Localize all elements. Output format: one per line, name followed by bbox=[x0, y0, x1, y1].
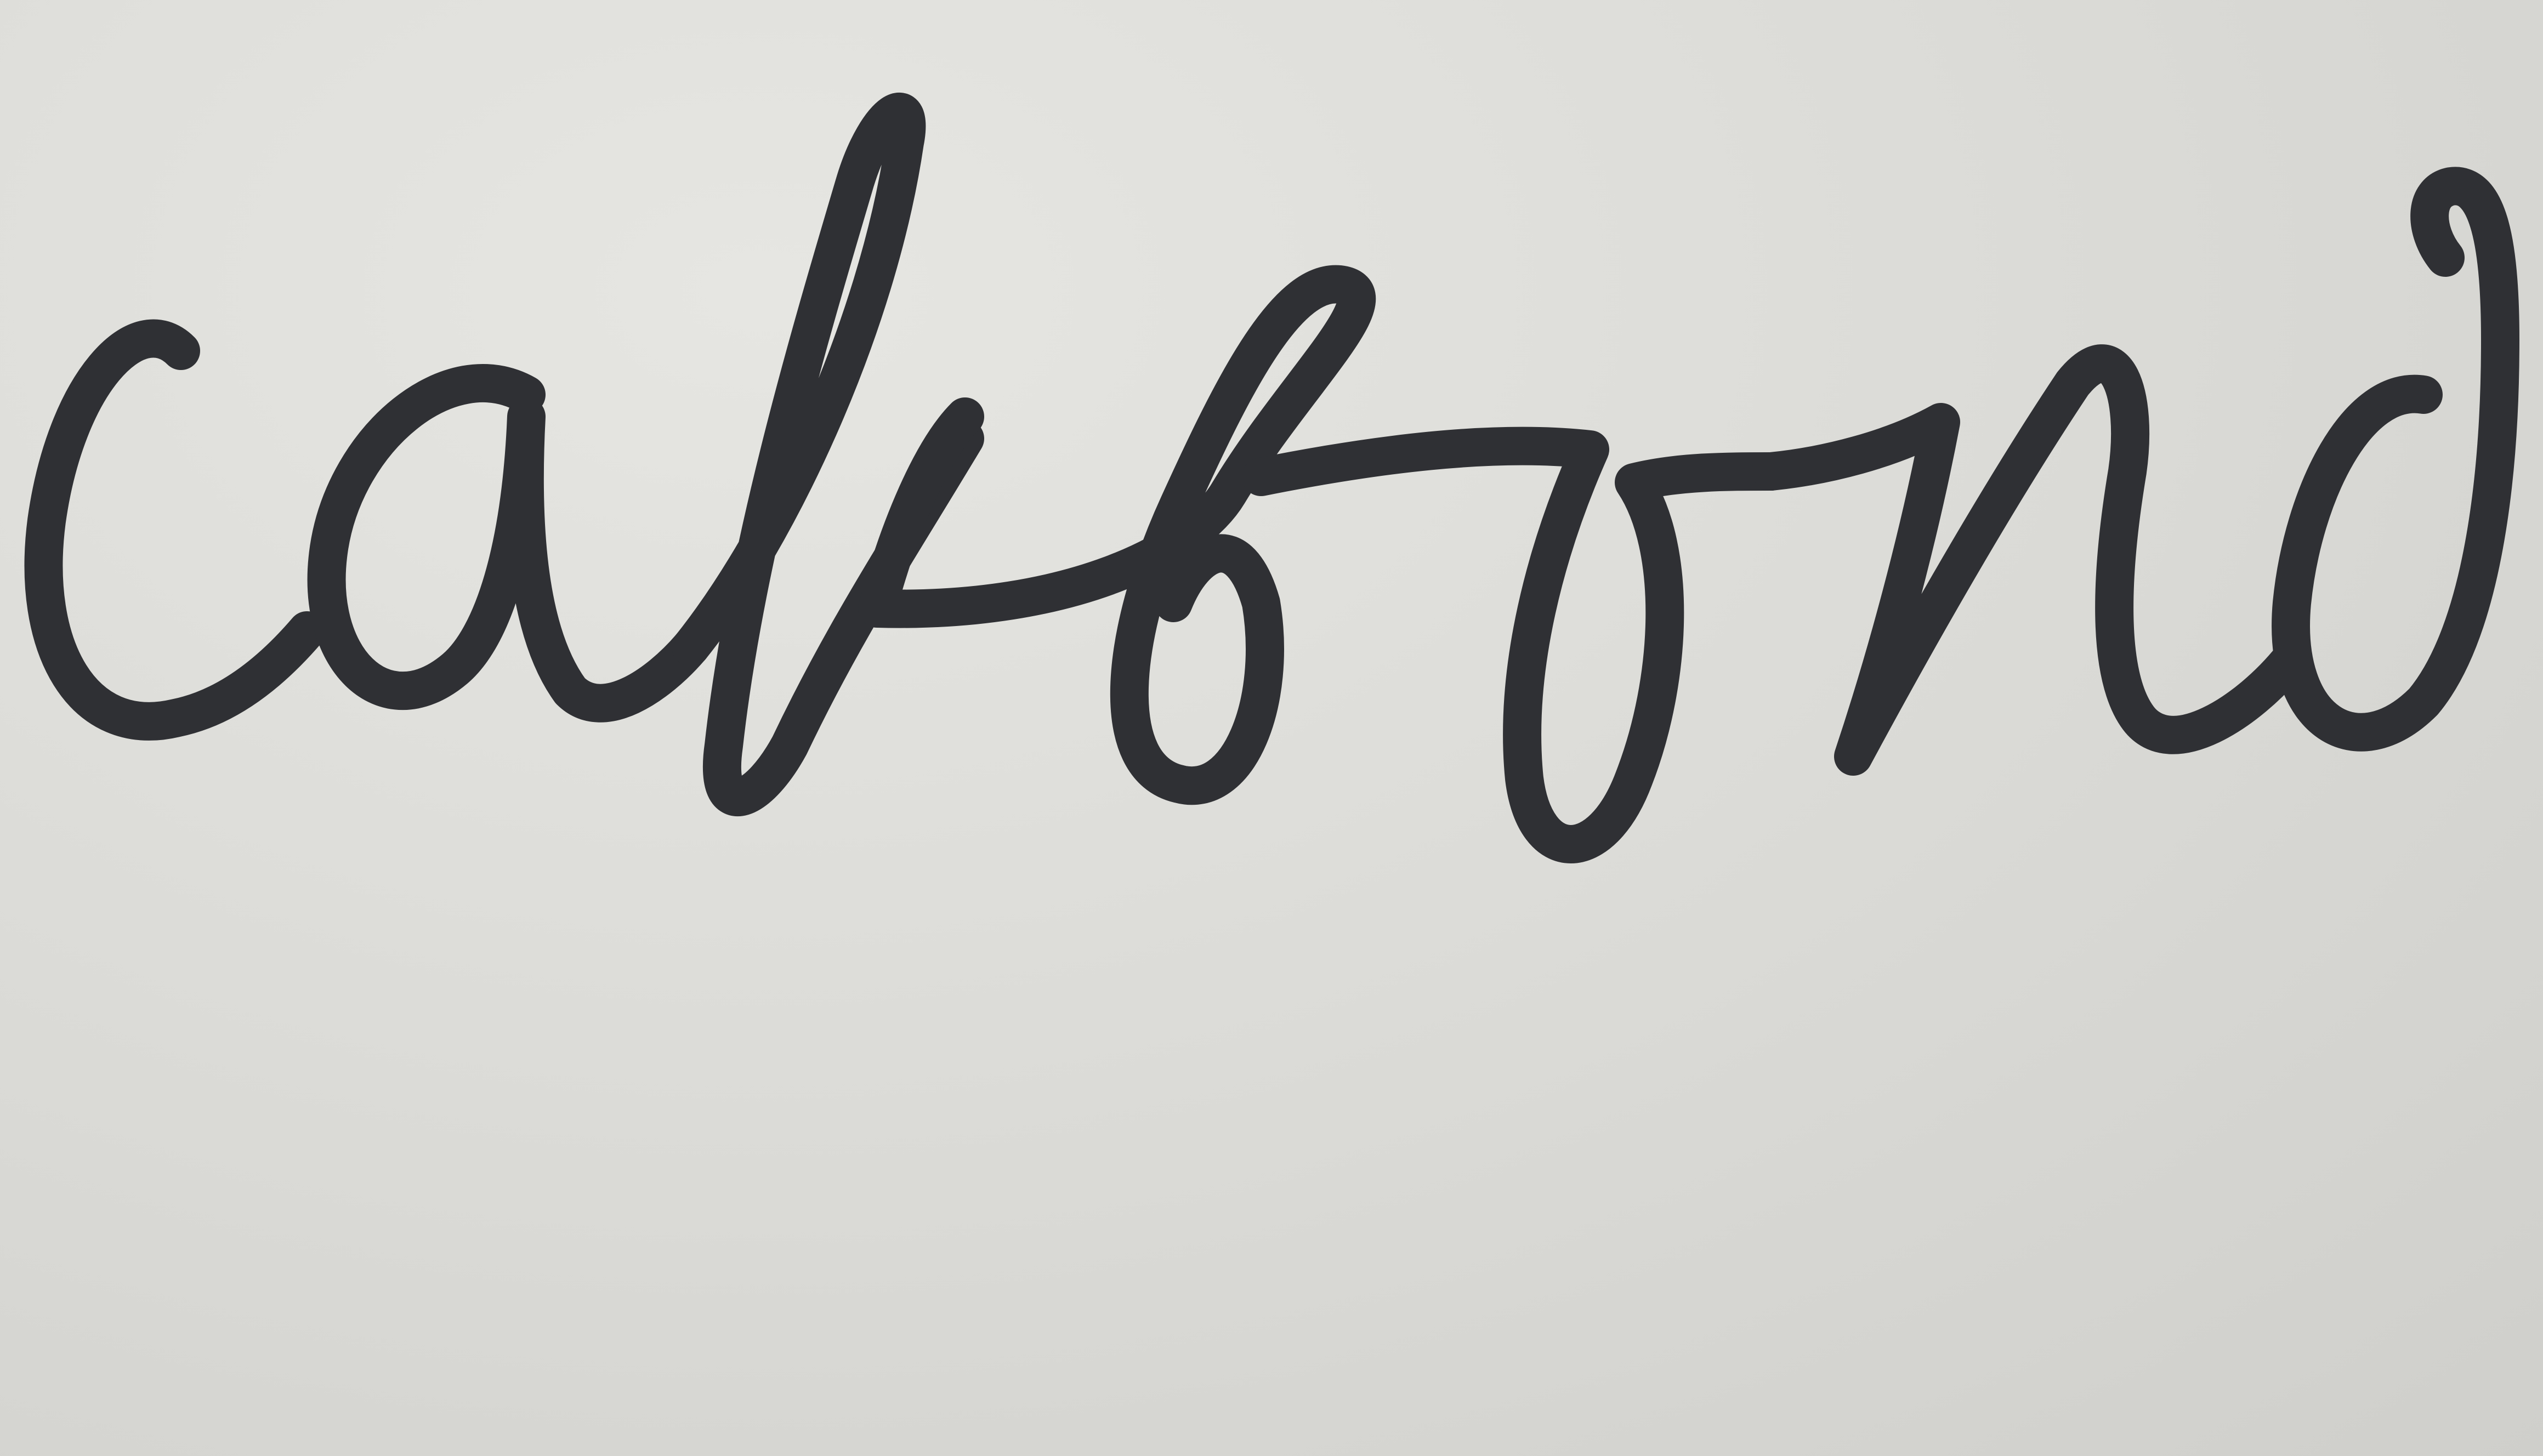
stroke-letter-o-second bbox=[1261, 446, 1771, 844]
stroke-letter-n bbox=[1771, 363, 2292, 757]
stroke-letter-d bbox=[2291, 186, 2500, 732]
stroke-letter-o bbox=[877, 285, 1356, 786]
stroke-letter-c bbox=[44, 338, 307, 721]
stroke-letter-a bbox=[327, 383, 691, 703]
